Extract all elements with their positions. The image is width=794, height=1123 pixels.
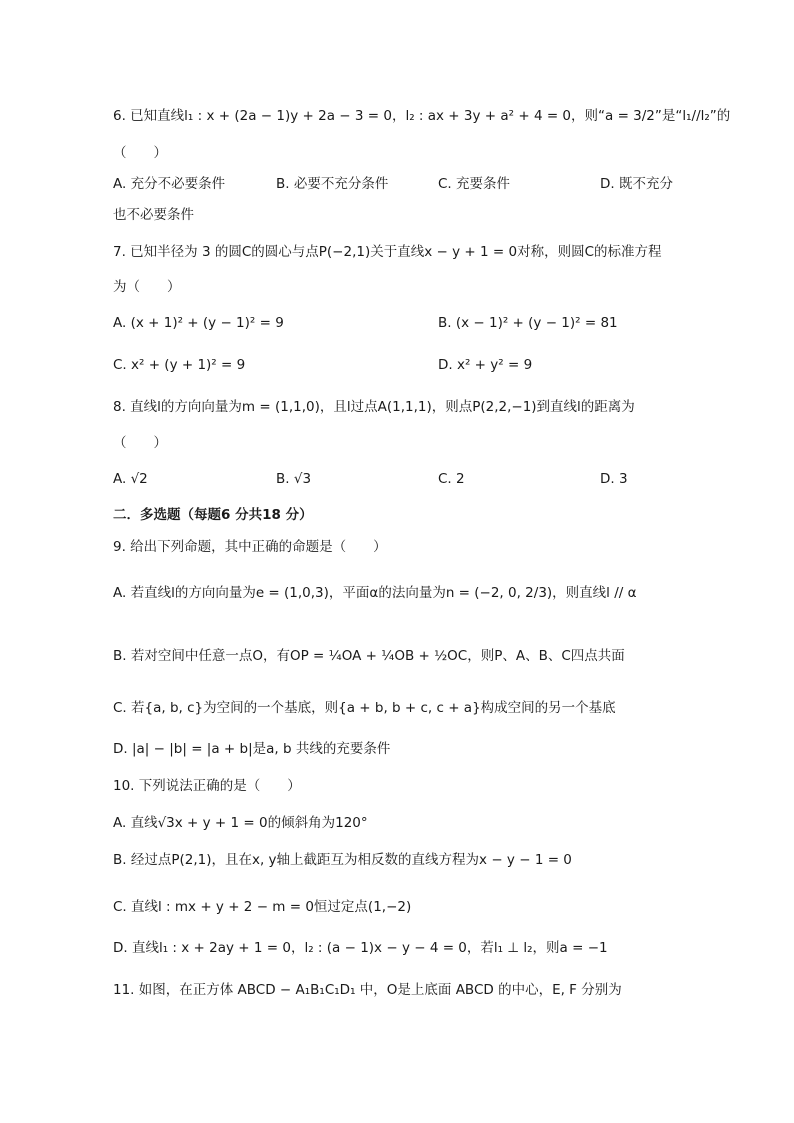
q8-line1: 8. 直线l的方向向量为m = (1,1,0)，且l过点A(1,1,1)，则点P(2,2,−1)到直线l的距离为 — [113, 399, 635, 415]
section-2-title: 二．多选题（每题6 分共18 分） — [113, 507, 313, 523]
q6-option-d: D. 既不充分 — [600, 176, 673, 192]
q8-option-d: D. 3 — [600, 471, 628, 487]
q9-option-b: B. 若对空间中任意一点O，有OP = ¼OA + ¼OB + ½OC，则P、A、B、C四点共面 — [113, 648, 625, 664]
q11-stem: 11. 如图，在正方体 ABCD − A₁B₁C₁D₁ 中，O是上底面 ABCD 的中心，E, F 分别为 — [113, 982, 622, 998]
q6-option-d-continued: 也不必要条件 — [113, 207, 194, 223]
q6-option-a: A. 充分不必要条件 — [113, 176, 226, 192]
q10-option-a: A. 直线√3x + y + 1 = 0的倾斜角为120° — [113, 815, 368, 831]
q7-option-b: B. (x − 1)² + (y − 1)² = 81 — [438, 315, 618, 331]
q8-line2: （ ） — [113, 435, 167, 451]
q7-option-c: C. x² + (y + 1)² = 9 — [113, 357, 246, 373]
q8-option-a: A. √2 — [113, 471, 148, 487]
q7-option-a: A. (x + 1)² + (y − 1)² = 9 — [113, 315, 284, 331]
q7-option-d: D. x² + y² = 9 — [438, 357, 533, 373]
q9-option-c: C. 若{a, b, c}为空间的一个基底，则{a + b, b + c, c + a}构成空间的另一个基底 — [113, 700, 616, 716]
q8-option-b: B. √3 — [276, 471, 312, 487]
q9-stem: 9. 给出下列命题，其中正确的命题是（ ） — [113, 539, 387, 555]
q6-line2: （ ） — [113, 145, 167, 161]
q9-option-a: A. 若直线l的方向向量为e = (1,0,3)，平面α的法向量为n = (−2, 0, 2/3)，则直线l // α — [113, 585, 637, 601]
q6-option-b: B. 必要不充分条件 — [276, 176, 389, 192]
q6-line1: 6. 已知直线l₁ : x + (2a − 1)y + 2a − 3 = 0，l₂ : ax + 3y + a² + 4 = 0，则“a = 3/2”是“l₁//l₂”的 — [113, 108, 731, 124]
q10-option-c: C. 直线l : mx + y + 2 − m = 0恒过定点(1,−2) — [113, 899, 412, 915]
q10-stem: 10. 下列说法正确的是（ ） — [113, 778, 301, 794]
q9-option-d: D. |a| − |b| = |a + b|是a, b 共线的充要条件 — [113, 741, 391, 757]
q10-option-b: B. 经过点P(2,1)，且在x, y轴上截距互为相反数的直线方程为x − y − 1 = 0 — [113, 852, 572, 868]
q6-option-c: C. 充要条件 — [438, 176, 511, 192]
q10-option-d: D. 直线l₁ : x + 2ay + 1 = 0，l₂ : (a − 1)x − y − 4 = 0，若l₁ ⊥ l₂，则a = −1 — [113, 940, 608, 956]
q7-line1: 7. 已知半径为 3 的圆C的圆心与点P(−2,1)关于直线x − y + 1 = 0对称，则圆C的标准方程 — [113, 244, 662, 260]
q8-option-c: C. 2 — [438, 471, 465, 487]
q7-line2: 为（ ） — [113, 279, 181, 295]
